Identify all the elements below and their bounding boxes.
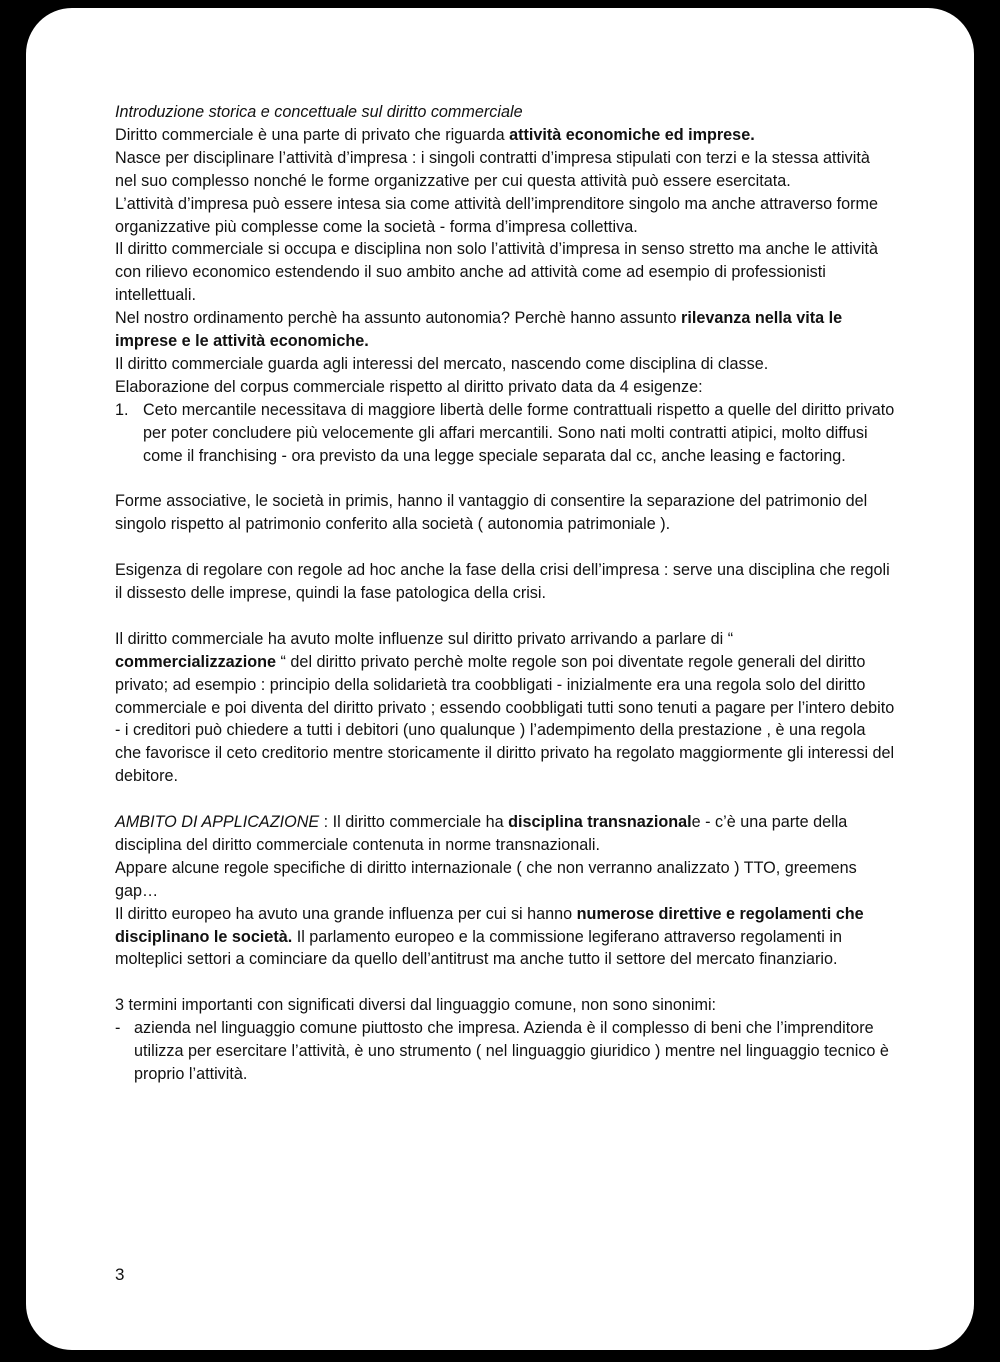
list-item-text: Ceto mercantile necessitava di maggiore libertà delle forme contrattuali rispetto a quelle del diritto privato per poter concludere più velocemente gli affari mercantili. Sono nati molti contratti atipici, molto diffusi come il franchising - ora previsto da una legge speciale separata dal cc, anche leasing e factoring. bbox=[143, 400, 895, 465]
paragraph-text: “ del diritto privato perchè molte regole son poi diventate regole generali del diritto privato; ad esempio : principio della solidarietà tra coobbligati - inizialmente era una regola solo del diritto commerciale e poi diventa del diritto privato ; essendo coobbligati tutti sono tenuti a pagare per l’intero debito - i creditori può chiedere a tutti i debitori (uno qualunque ) l’adempimento della prestazione , è una regola che favorisce il ceto creditorio mentre storicamente il diritto privato ha regolato maggiormente gli interessi del debitore. bbox=[115, 652, 895, 786]
document-body bbox=[115, 101, 895, 1086]
paragraph bbox=[115, 811, 895, 857]
paragraph: Elaborazione del corpus commerciale rispetto al diritto privato data da 4 esigenze: bbox=[115, 377, 703, 396]
paragraph-gap bbox=[115, 536, 895, 559]
paragraph-gap bbox=[115, 605, 895, 628]
section-heading: Introduzione storica e concettuale sul diritto commerciale bbox=[115, 103, 523, 121]
paragraph-gap bbox=[115, 468, 895, 491]
page-number: 3 bbox=[115, 1265, 125, 1284]
paragraph-gap bbox=[115, 788, 895, 811]
bold-text: rilevanza nella vita le imprese e le attività economiche. bbox=[115, 309, 843, 351]
paragraph: Il diritto commerciale guarda agli interessi del mercato, nascendo come disciplina di classe. bbox=[115, 354, 769, 373]
paragraph: Nasce per disciplinare l’attività d’impresa : i singoli contratti d’impresa stipulati con terzi e la stessa attività nel suo complesso nonché le forme organizzative per cui questa attività può essere esercitata. bbox=[115, 148, 870, 190]
paragraph-text: Diritto commerciale è una parte di privato che riguarda bbox=[115, 125, 510, 144]
paragraph-text: Il diritto europeo ha avuto una grande influenza per cui si hanno bbox=[115, 904, 577, 923]
paragraph bbox=[115, 628, 895, 788]
bold-text: attività economiche ed imprese. bbox=[509, 125, 755, 144]
paragraph bbox=[115, 903, 895, 972]
paragraph-text: Il diritto commerciale ha avuto molte influenze sul diritto privato arrivando a parlare di “ bbox=[115, 629, 734, 648]
paragraph bbox=[115, 124, 895, 147]
paragraph: 3 termini importanti con significati diversi dal linguaggio comune, non sono sinonimi: bbox=[115, 996, 717, 1015]
paragraph-text: : Il diritto commerciale ha bbox=[319, 813, 509, 832]
italic-text: AMBITO DI APPLICAZIONE bbox=[115, 813, 320, 832]
paragraph: Appare alcune regole specifiche di diritto internazionale ( che non verranno analizzato ) TTO, greemens gap… bbox=[115, 858, 857, 900]
bold-text: numerose direttive e regolamenti che disciplinano le società. bbox=[115, 904, 864, 946]
list-item bbox=[115, 399, 895, 468]
bold-text: commercializzazione bbox=[115, 652, 277, 671]
list-dash: - bbox=[115, 1019, 121, 1038]
paragraph-gap bbox=[115, 971, 895, 994]
list-item bbox=[115, 1017, 895, 1086]
list-item-text: azienda nel linguaggio comune piuttosto che impresa. Azienda è il complesso di beni che l’imprenditore utilizza per esercitare l’attività, è uno strumento ( nel linguaggio giuridico ) mentre nel linguaggio tecnico è proprio l’attività. bbox=[134, 1019, 889, 1083]
paragraph: Forme associative, le società in primis, hanno il vantaggio di consentire la separazione del patrimonio del singolo rispetto al patrimonio conferito alla società ( autonomia patrimoniale ). bbox=[115, 492, 868, 534]
paragraph: L’attività d’impresa può essere intesa sia come attività dell’imprenditore singolo ma anche attraverso forme organizzative più complesse come la società - forma d’impresa collettiva. bbox=[115, 194, 878, 236]
paragraph: Esigenza di regolare con regole ad hoc anche la fase della crisi dell’impresa : serve una disciplina che regoli il dissesto delle imprese, quindi la fase patologica della crisi. bbox=[115, 561, 890, 602]
bold-text: disciplina transnazional bbox=[508, 813, 692, 832]
list-number: 1. bbox=[115, 400, 129, 419]
paragraph-text: e - c’è una parte della disciplina del diritto commerciale contenuta in norme transnazionali. bbox=[115, 813, 848, 854]
document-page bbox=[26, 8, 974, 1350]
paragraph-text: Nel nostro ordinamento perchè ha assunto autonomia? Perchè hanno assunto bbox=[115, 309, 682, 328]
paragraph-text: Il parlamento europeo e la commissione legiferano attraverso regolamenti in molteplici settori a cominciare da quello dell’antitrust ma anche tutto il settore del mercato finanziario. bbox=[115, 927, 842, 969]
paragraph: Il diritto commerciale si occupa e disciplina non solo l’attività d’impresa in senso stretto ma anche le attività con rilievo economico estendendo il suo ambito anche ad attività come ad esempio di professionisti intellettuali. bbox=[115, 240, 878, 305]
paragraph bbox=[115, 307, 895, 353]
